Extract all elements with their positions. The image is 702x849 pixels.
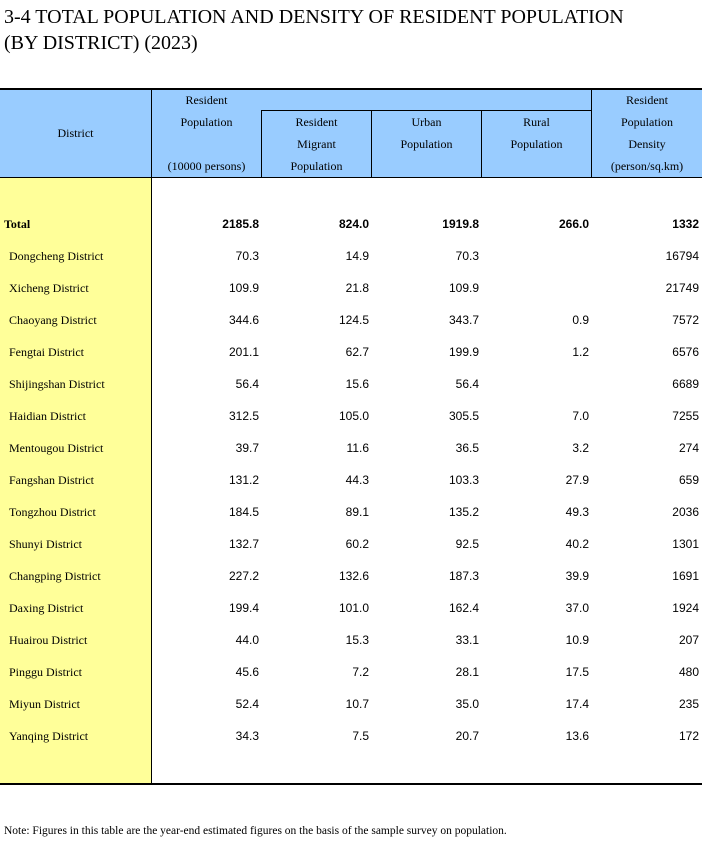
- urban-population-value: 305.5: [448, 409, 479, 423]
- resident-population-value: 184.5: [228, 505, 259, 519]
- table-bottom-rule: [0, 783, 702, 785]
- urban-population-value: 109.9: [448, 281, 479, 295]
- district-name: Haidian District: [9, 409, 86, 423]
- table-row: [0, 720, 702, 752]
- migrant-population-value: 7.5: [352, 729, 369, 743]
- urban-population-value: 162.4: [448, 601, 479, 615]
- header-migrant-3: Population: [290, 159, 343, 173]
- migrant-population-value: 89.1: [345, 505, 369, 519]
- density-value: 2036: [672, 505, 699, 519]
- table-row: [0, 592, 702, 624]
- header-density-4: (person/sq.km): [610, 159, 684, 173]
- urban-population-value: 28.1: [455, 665, 479, 679]
- rural-population-value: 10.9: [565, 633, 589, 647]
- district-name: Shijingshan District: [9, 377, 105, 391]
- table-row: [0, 432, 702, 464]
- urban-population-value: 135.2: [448, 505, 479, 519]
- rural-population-value: 3.2: [572, 441, 589, 455]
- district-name: Pinggu District: [9, 665, 83, 679]
- header-rural-2: Population: [510, 137, 563, 151]
- table-row: [0, 368, 702, 400]
- district-name: Tongzhou District: [9, 505, 96, 519]
- district-name: Fengtai District: [9, 345, 84, 359]
- resident-population-value: 312.5: [228, 409, 259, 423]
- urban-population-value: 92.5: [455, 537, 479, 551]
- table-row: [0, 560, 702, 592]
- district-name: Dongcheng District: [9, 249, 104, 263]
- resident-population-value: 344.6: [228, 313, 259, 327]
- urban-population-value: 70.3: [455, 249, 479, 263]
- table-row: [0, 528, 702, 560]
- migrant-population-value: 14.9: [345, 249, 369, 263]
- table-row: [0, 208, 702, 240]
- rural-population-value: 1.2: [572, 345, 589, 359]
- urban-population-value: 33.1: [455, 633, 479, 647]
- district-name: Huairou District: [9, 633, 88, 647]
- district-name: Daxing District: [9, 601, 84, 615]
- district-name: Xicheng District: [9, 281, 89, 295]
- header-migrant-1: Resident: [295, 115, 338, 129]
- resident-population-value: 45.6: [235, 665, 259, 679]
- migrant-population-value: 60.2: [345, 537, 369, 551]
- table-row: [0, 656, 702, 688]
- district-name: Total: [4, 217, 31, 231]
- header-density-1: Resident: [626, 93, 668, 107]
- resident-population-value: 199.4: [228, 601, 259, 615]
- rural-population-value: 7.0: [572, 409, 589, 423]
- table-row: [0, 240, 702, 272]
- urban-population-value: 187.3: [448, 569, 479, 583]
- density-value: 480: [678, 665, 699, 679]
- resident-population-value: 56.4: [235, 377, 259, 391]
- district-name: Changping District: [9, 569, 101, 583]
- urban-population-value: 36.5: [455, 441, 479, 455]
- resident-population-value: 109.9: [228, 281, 259, 295]
- urban-population-value: 20.7: [455, 729, 479, 743]
- rural-population-value: 49.3: [565, 505, 589, 519]
- resident-population-value: 44.0: [235, 633, 259, 647]
- density-value: 172: [678, 729, 699, 743]
- resident-population-value: 131.2: [228, 473, 259, 487]
- rural-population-value: 266.0: [558, 217, 589, 231]
- urban-population-value: 199.9: [448, 345, 479, 359]
- migrant-population-value: 824.0: [338, 217, 369, 231]
- header-resident: Resident: [185, 93, 228, 107]
- rural-population-value: 27.9: [565, 473, 589, 487]
- rural-population-value: 17.5: [565, 665, 589, 679]
- rural-population-value: 37.0: [565, 601, 589, 615]
- density-value: 235: [678, 697, 699, 711]
- migrant-population-value: 21.8: [345, 281, 369, 295]
- migrant-population-value: 101.0: [338, 601, 369, 615]
- urban-population-value: 1919.8: [442, 217, 479, 231]
- header-migrant-2: Migrant: [297, 137, 336, 151]
- urban-population-value: 35.0: [455, 697, 479, 711]
- table-row: [0, 272, 702, 304]
- table-row: [0, 304, 702, 336]
- urban-population-value: 103.3: [448, 473, 479, 487]
- migrant-population-value: 132.6: [338, 569, 369, 583]
- density-value: 1332: [672, 217, 699, 231]
- resident-population-value: 39.7: [235, 441, 259, 455]
- urban-population-value: 56.4: [455, 377, 479, 391]
- table-row: [0, 688, 702, 720]
- header-bottom-rule: [0, 177, 702, 178]
- migrant-population-value: 124.5: [338, 313, 369, 327]
- table-row: [0, 496, 702, 528]
- resident-population-value: 132.7: [228, 537, 259, 551]
- rural-population-value: 40.2: [565, 537, 589, 551]
- migrant-population-value: 44.3: [345, 473, 369, 487]
- header-unit-persons: (10000 persons): [167, 159, 246, 173]
- title-line-2: (BY DISTRICT) (2023): [4, 32, 198, 54]
- urban-population-value: 343.7: [448, 313, 479, 327]
- header-population: Population: [180, 115, 233, 129]
- header-district: District: [57, 126, 94, 140]
- density-value: 1924: [672, 601, 699, 615]
- density-value: 16794: [665, 249, 699, 263]
- table-row: [0, 400, 702, 432]
- migrant-population-value: 10.7: [345, 697, 369, 711]
- district-name: Fangshan District: [9, 473, 94, 487]
- table-row: [0, 464, 702, 496]
- header-urban-2: Population: [400, 137, 453, 151]
- density-value: 7572: [672, 313, 699, 327]
- district-name: Mentougou District: [9, 441, 104, 455]
- header-urban-1: Urban: [411, 115, 442, 129]
- resident-population-value: 2185.8: [222, 217, 259, 231]
- table-row: [0, 336, 702, 368]
- density-value: 6576: [672, 345, 699, 359]
- resident-population-value: 201.1: [228, 345, 259, 359]
- resident-population-value: 70.3: [235, 249, 259, 263]
- migrant-population-value: 11.6: [346, 441, 369, 455]
- header-density-3: Density: [628, 137, 666, 151]
- density-value: 7255: [672, 409, 699, 423]
- density-value: 1301: [672, 537, 699, 551]
- title-line-1: 3-4 TOTAL POPULATION AND DENSITY OF RESIDENT POPULATION: [4, 6, 624, 28]
- density-value: 1691: [672, 569, 699, 583]
- district-name: Miyun District: [9, 697, 80, 711]
- migrant-population-value: 15.3: [345, 633, 369, 647]
- header-density-2: Population: [620, 115, 673, 129]
- district-name: Yanqing District: [9, 729, 89, 743]
- migrant-population-value: 62.7: [345, 345, 369, 359]
- page-title: [4, 4, 624, 56]
- rural-population-value: 39.9: [565, 569, 589, 583]
- table-footnote: Note: Figures in this table are the year-end estimated figures on the basis of the sample survey on population.: [4, 825, 507, 837]
- migrant-population-value: 7.2: [352, 665, 369, 679]
- rural-population-value: 0.9: [572, 313, 589, 327]
- resident-population-value: 52.4: [235, 697, 259, 711]
- migrant-population-value: 15.6: [345, 377, 369, 391]
- resident-population-value: 34.3: [235, 729, 259, 743]
- density-value: 274: [678, 441, 699, 455]
- header-rural-1: Rural: [523, 115, 550, 129]
- rural-population-value: 17.4: [565, 697, 589, 711]
- density-value: 6689: [672, 377, 699, 391]
- table-row: [0, 624, 702, 656]
- density-value: 21749: [665, 281, 699, 295]
- district-name: Shunyi District: [9, 537, 83, 551]
- resident-population-value: 227.2: [228, 569, 259, 583]
- density-value: 659: [678, 473, 699, 487]
- migrant-population-value: 105.0: [338, 409, 369, 423]
- rural-population-value: 13.6: [565, 729, 589, 743]
- density-value: 207: [678, 633, 699, 647]
- district-name: Chaoyang District: [9, 313, 97, 327]
